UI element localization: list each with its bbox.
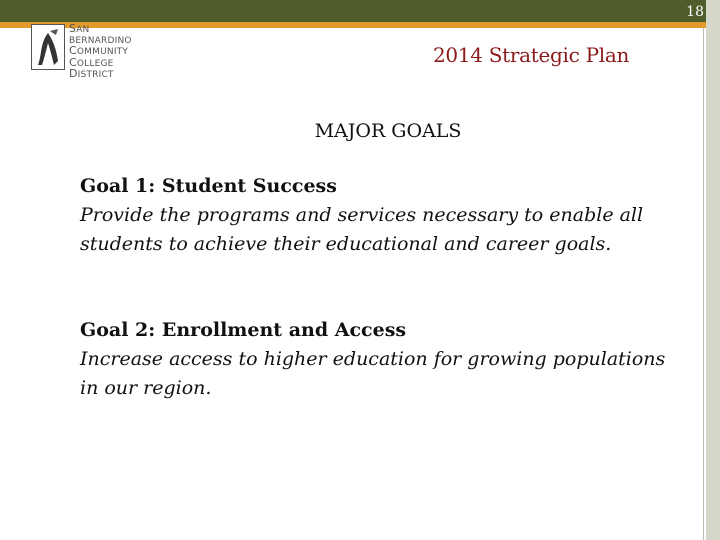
goal-item xyxy=(80,172,680,259)
logo-emblem-icon xyxy=(31,24,65,70)
header-bar xyxy=(0,0,706,22)
goal-description: Provide the programs and services necessary to enable all students to achieve their educational and career goals. xyxy=(80,204,644,255)
district-logo xyxy=(31,22,148,80)
goal-item xyxy=(80,316,680,403)
goal-description: Increase access to higher education for growing populations in our region. xyxy=(80,348,666,399)
logo-wordmark xyxy=(69,24,148,81)
page-number: 18 xyxy=(686,4,704,20)
goal-title: Goal 1: Student Success xyxy=(80,175,337,197)
logo-line: DISTRICT xyxy=(69,67,114,80)
slide-subtitle: 2014 Strategic Plan xyxy=(433,43,630,67)
side-bar xyxy=(706,0,720,540)
side-divider xyxy=(703,28,704,540)
logo-line: SAN BERNARDINO xyxy=(69,22,132,46)
slide-heading: MAJOR GOALS xyxy=(314,120,462,142)
logo-line: COLLEGE xyxy=(69,55,114,69)
logo-line: COMMUNITY xyxy=(69,44,129,57)
goal-title: Goal 2: Enrollment and Access xyxy=(80,319,407,341)
